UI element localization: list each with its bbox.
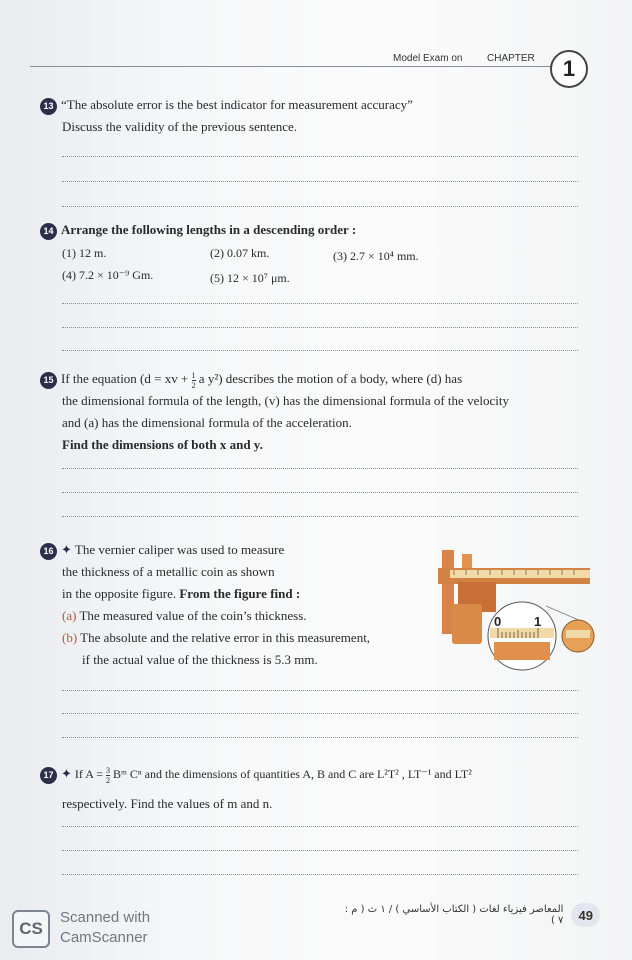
- zoom-vernier-scale: [494, 642, 550, 660]
- main-scale-ruler: [450, 570, 590, 578]
- answer-line: [62, 492, 578, 493]
- q17-fraction: $\frac{3}{2}$: [106, 765, 111, 785]
- answer-line: [62, 468, 578, 469]
- camscanner-watermark: [60, 908, 150, 948]
- answer-line: [62, 690, 578, 691]
- question-number-badge: 15: [40, 372, 57, 389]
- q14-option-5: (5) 12 × 10⁷ μm.: [210, 271, 290, 285]
- answer-line: [62, 181, 578, 182]
- q14-option-2: (2) 0.07 km.: [210, 246, 270, 260]
- header-rule: [30, 66, 578, 67]
- q16-line1: The vernier caliper was used to measure: [74, 542, 285, 557]
- q16-part-b: (b) The absolute and the relative error in this measurement,: [62, 630, 371, 645]
- q17-line2: respectively. Find the values of m and n.: [62, 796, 273, 811]
- header-model-exam: Model Exam on: [393, 53, 463, 64]
- answer-line: [62, 156, 578, 157]
- question-17: [40, 763, 580, 785]
- q14-option-1: (1) 12 m.: [62, 246, 107, 260]
- q14-option-3: (3) 2.7 × 10⁴ mm.: [333, 249, 419, 263]
- q15-line4: Find the dimensions of both x and y.: [62, 437, 263, 452]
- q14-title: Arrange the following lengths in a descending order :: [61, 222, 357, 237]
- q17-line1a: If A =: [74, 767, 107, 781]
- answer-line: [62, 206, 578, 207]
- q17-line1b: Bᵐ Cⁿ and the dimensions of quantities A, B and C are L²T² , LT⁻¹ and LT²: [110, 767, 472, 781]
- star-icon: ✦: [61, 766, 72, 781]
- zoom-label-zero: 0: [494, 614, 502, 629]
- question-16: [40, 539, 400, 671]
- watermark-line1: Scanned with: [60, 909, 151, 926]
- vernier-caliper-figure: [428, 544, 600, 674]
- answer-line: [62, 826, 578, 827]
- q16-line3: in the opposite figure. From the figure find :: [62, 586, 301, 601]
- page-number: 49: [571, 903, 600, 927]
- caliper-handle: [452, 604, 482, 644]
- q13-line1: “The absolute error is the best indicator for measurement accuracy”: [61, 97, 413, 112]
- coin-detail-scale: [566, 630, 590, 638]
- q13-line2: Discuss the validity of the previous sentence.: [62, 119, 298, 134]
- q15-fraction: $\frac{1}{2}$: [191, 370, 196, 390]
- question-15: [40, 368, 580, 456]
- answer-line: [62, 350, 578, 351]
- question-number-badge: 14: [40, 223, 57, 240]
- q16-line2: the thickness of a metallic coin as shown: [62, 564, 275, 579]
- answer-line: [62, 713, 578, 714]
- answer-line: [62, 850, 578, 851]
- watermark-line2: CamScanner: [60, 929, 148, 946]
- footer-book-title: المعاصر فيزياء لغات ( الكتاب الأساسي ) / ١ ث ( م : ٧ ): [344, 904, 564, 926]
- q15-line3: and (a) has the dimensional formula of the acceleration.: [62, 415, 352, 430]
- star-icon: ✦: [61, 542, 72, 557]
- q15-line1b: a y²) describes the motion of a body, where (d) has: [195, 371, 463, 386]
- question-number-badge: 17: [40, 767, 57, 784]
- question-number-badge: 16: [40, 543, 57, 560]
- answer-line: [62, 516, 578, 517]
- question-number-badge: 13: [40, 98, 57, 115]
- question-14: [40, 219, 580, 241]
- answer-line: [62, 327, 578, 328]
- q15-line2: the dimensional formula of the length, (v) has the dimensional formula of the velocity: [62, 393, 509, 408]
- camscanner-logo: CS: [12, 910, 50, 948]
- answer-line: [62, 874, 578, 875]
- zoom-label-one: 1: [534, 614, 542, 629]
- answer-line: [62, 737, 578, 738]
- chapter-number-badge: 1: [550, 50, 588, 88]
- question-13: [40, 94, 580, 138]
- q16-part-a: (a) The measured value of the coin’s thickness.: [62, 608, 307, 623]
- q15-line1a: If the equation (d = xv +: [61, 371, 192, 386]
- q14-option-4: (4) 7.2 × 10⁻⁹ Gm.: [62, 268, 154, 282]
- footer: [340, 900, 600, 930]
- answer-line: [62, 303, 578, 304]
- q16-part-b-line2: if the actual value of the thickness is 5.3 mm.: [82, 652, 318, 667]
- header-chapter: CHAPTER: [487, 53, 535, 64]
